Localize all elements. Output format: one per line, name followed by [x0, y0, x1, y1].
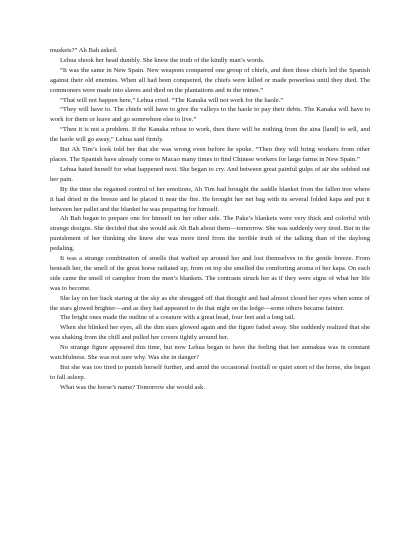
- paragraph: She lay on her back staring at the sky as she shrugged off that thought and had almost closed her eyes when some of the stars glowed brighter—and as they had appeared to do that night on the ledge—some others became fainter.: [50, 294, 370, 312]
- paragraph: The bright ones made the outline of a creature with a great head, four feet and a long tail.: [60, 314, 296, 322]
- paragraph: Ah Bah began to prepare one for himself on her other side. The Pake’s blankets were very thick and colorful with strange designs. She decided that she would ask Ah Bah about them—tomorrow. She was suddenly very tired. But in the punishment of her thinking she knew she was more tired from the terrible truth of the talking than of the daylong pedaling.: [50, 215, 370, 253]
- paragraph: It was a strange combination of smells that wafted up around her and lost themselves in the gentle breeze. From beneath her, the smell of the great horse radiated up; from on top she smelled the comforting aroma of her kapa. On each side came the smell of camphor from the men’s blankets. The contrasts struck her as if they were signs of what her life was to become.: [50, 255, 370, 292]
- paragraph: “It was the same in New Spain. New weapons conquered one group of chiefs, and then those chiefs led the Spanish against their old enemies. When all had been conquered, the chiefs were killed or made powerless until they died. The commoners were made into slaves and died on the plantations and in the mines.”: [50, 66, 370, 94]
- paragraph: “That will not happen here,” Lehua cried. “The Kanaka will not work for the haole.”: [60, 96, 284, 104]
- paragraph: No strange figure appeared this time, but now Lehua began to have the feeling that her aumakua was in constant watchfulness. She was not sure why. Was she in danger?: [50, 344, 370, 362]
- paragraph: But Ah Tim’s look told her that she was wrong even before he spoke. “Then they will bring workers from other places. The Spanish have already come to Macao many times to find Chinese workers for large farms in New Spain.”: [50, 146, 370, 163]
- paragraph: When she blinked her eyes, all the dim stars glowed again and the figure faded away. She suddenly realized that she was shaking from the chill and pulled her covers tightly around her.: [50, 324, 370, 342]
- paragraph: “Then it is not a problem. If the Kanaka refuse to work, then there will be nothing from the aina [land] to sell, and the haole will go away,” Lehua said firmly.: [50, 126, 370, 144]
- paragraph: muskets?” Ah Bah asked.: [50, 47, 118, 54]
- paragraph: But she was too tired to punish herself further, and amid the occasional footfall or quiet snort of the horse, she began to fall asleep.: [50, 364, 370, 381]
- paragraph: Lehua shook her head dumbly. She knew the truth of the kindly man’s words.: [60, 56, 265, 64]
- paragraph: “They will have to. The chiefs will have to give the valleys to the haole to pay their debts. The Kanaka will have to work for them or leave and go somewhere else to live.”: [50, 106, 370, 124]
- paragraph: By the time she regained control of her emotions, Ah Tim had brought the saddle blanket from the fallen tree where it had dried in the breeze and he placed it near the fire. He brought her net bag with its several folded kapa and put it between her pallet and the blanket he was preparing for himself.: [50, 185, 370, 213]
- paragraph: What was the horse’s name? Tomorrow she would ask.: [60, 383, 205, 391]
- paragraph: Lehua hated herself for what happened next. She began to cry. And between great painful gulps of air she sobbed out her pain.: [50, 165, 370, 183]
